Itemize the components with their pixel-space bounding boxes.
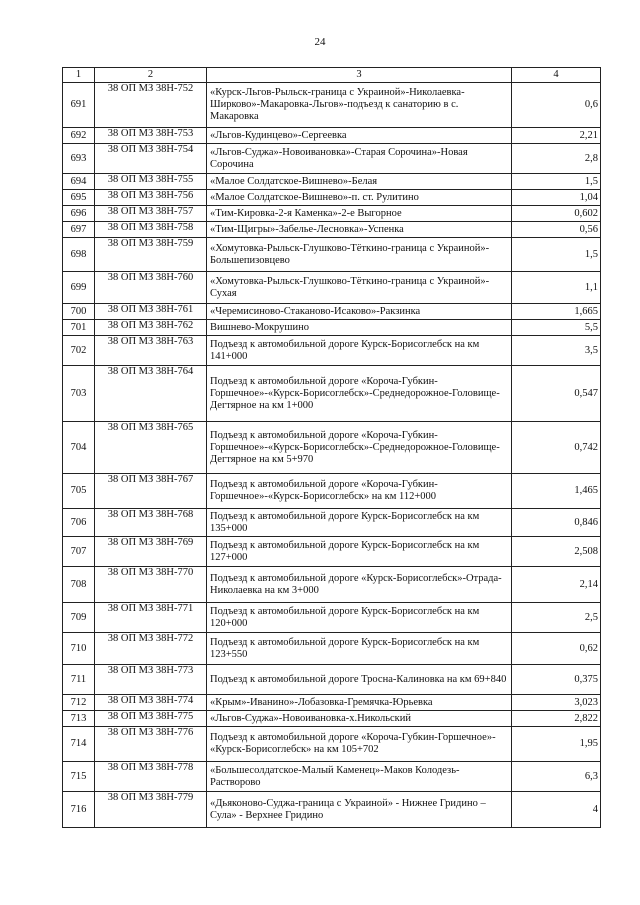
road-name: «Льгов-Кудинцево»-Сергеевка: [207, 128, 512, 144]
table-row: [63, 222, 601, 238]
road-code: 38 ОП МЗ 38Н-769: [95, 537, 207, 567]
road-length: 2,508: [512, 537, 601, 567]
road-length: 6,3: [512, 762, 601, 792]
road-name: Подъезд к автомобильной дороге «Курск-Борисоглебск»-Отрада-Николаевка на км 3+000: [207, 567, 512, 603]
row-number: 716: [63, 792, 95, 828]
road-code: 38 ОП МЗ 38Н-779: [95, 792, 207, 828]
table-row: [63, 304, 601, 320]
table-row: [63, 665, 601, 695]
row-number: 692: [63, 128, 95, 144]
road-name: «Малое Солдатское-Вишнево»-п. ст. Рулитино: [207, 190, 512, 206]
road-code: 38 ОП МЗ 38Н-776: [95, 727, 207, 762]
road-length: 0,6: [512, 83, 601, 128]
row-number: 707: [63, 537, 95, 567]
table-row: [63, 537, 601, 567]
row-number: 706: [63, 509, 95, 537]
table-row: [63, 711, 601, 727]
row-number: 715: [63, 762, 95, 792]
road-name: Подъезд к автомобильной дороге «Короча-Губкин-Горшечное»-«Курск-Борисоглебск» на км 112+000: [207, 474, 512, 509]
road-code: 38 ОП МЗ 38Н-753: [95, 128, 207, 144]
road-code: 38 ОП МЗ 38Н-768: [95, 509, 207, 537]
road-name: Подъезд к автомобильной дороге Тросна-Калиновка на км 69+840: [207, 665, 512, 695]
table-row: [63, 144, 601, 174]
road-name: Подъезд к автомобильной дороге Курск-Борисоглебск на км 120+000: [207, 603, 512, 633]
road-code: 38 ОП МЗ 38Н-752: [95, 83, 207, 128]
road-length: 0,56: [512, 222, 601, 238]
table-row: [63, 792, 601, 828]
road-length: 0,846: [512, 509, 601, 537]
road-length: 0,547: [512, 366, 601, 422]
road-code: 38 ОП МЗ 38Н-765: [95, 422, 207, 474]
table-row: [63, 83, 601, 128]
row-number: 712: [63, 695, 95, 711]
header-col-3: 3: [207, 68, 512, 83]
road-name: «Хомутовка-Рыльск-Глушково-Тёткино-граница с Украиной»-Большепизовцево: [207, 238, 512, 272]
road-name: Подъезд к автомобильной дороге «Короча-Губкин-Горшечное»- «Курск-Борисоглебск» на км 105+702: [207, 727, 512, 762]
road-length: 0,375: [512, 665, 601, 695]
road-name: «Дьяконово-Суджа-граница с Украиной» - Нижнее Гридино – Сула» - Верхнее Гридино: [207, 792, 512, 828]
table-row: [63, 727, 601, 762]
road-length: 2,14: [512, 567, 601, 603]
road-name: Подъезд к автомобильной дороге «Короча-Губкин-Горшечное»-«Курск-Борисоглебск»-Среднедорожное-Головище-Дегтярное на км 5+970: [207, 422, 512, 474]
road-name: Подъезд к автомобильной дороге Курск-Борисоглебск на км 135+000: [207, 509, 512, 537]
roads-table: [62, 67, 601, 828]
header-col-1: 1: [63, 68, 95, 83]
row-number: 704: [63, 422, 95, 474]
table-row: [63, 190, 601, 206]
row-number: 701: [63, 320, 95, 336]
road-name: «Тим-Щигры»-Забелье-Лесновка»-Успенка: [207, 222, 512, 238]
road-length: 2,8: [512, 144, 601, 174]
road-name: «Курск-Льгов-Рыльск-граница с Украиной»-Николаевка-Ширково»-Макаровка-Льгов»-подъезд к санаторию в с. Макаровка: [207, 83, 512, 128]
road-code: 38 ОП МЗ 38Н-756: [95, 190, 207, 206]
road-length: 0,742: [512, 422, 601, 474]
road-code: 38 ОП МЗ 38Н-760: [95, 272, 207, 304]
road-length: 1,665: [512, 304, 601, 320]
table-row: [63, 762, 601, 792]
road-length: 3,023: [512, 695, 601, 711]
road-name: Подъезд к автомобильной дороге Курск-Борисоглебск на км 141+000: [207, 336, 512, 366]
road-code: 38 ОП МЗ 38Н-774: [95, 695, 207, 711]
table-row: [63, 366, 601, 422]
road-length: 2,5: [512, 603, 601, 633]
road-length: 1,1: [512, 272, 601, 304]
road-length: 3,5: [512, 336, 601, 366]
table-row: [63, 238, 601, 272]
row-number: 709: [63, 603, 95, 633]
table-row: [63, 567, 601, 603]
road-name: «Тим-Кировка-2-я Каменка»-2-е Выгорное: [207, 206, 512, 222]
road-length: 4: [512, 792, 601, 828]
table-header-row: [63, 68, 601, 83]
road-length: 1,04: [512, 190, 601, 206]
road-code: 38 ОП МЗ 38Н-761: [95, 304, 207, 320]
page-number: 24: [314, 36, 326, 48]
table-row: [63, 633, 601, 665]
road-length: 0,602: [512, 206, 601, 222]
road-name: Вишнево-Мокрушино: [207, 320, 512, 336]
table-row: [63, 272, 601, 304]
row-number: 693: [63, 144, 95, 174]
row-number: 708: [63, 567, 95, 603]
road-code: 38 ОП МЗ 38Н-770: [95, 567, 207, 603]
road-name: «Хомутовка-Рыльск-Глушково-Тёткино-граница с Украиной»-Сухая: [207, 272, 512, 304]
road-name: «Крым»-Иванино»-Лобазовка-Гремячка-Юрьевка: [207, 695, 512, 711]
road-code: 38 ОП МЗ 38Н-772: [95, 633, 207, 665]
table-row: [63, 206, 601, 222]
header-col-4: 4: [512, 68, 601, 83]
table-row: [63, 603, 601, 633]
row-number: 699: [63, 272, 95, 304]
road-code: 38 ОП МЗ 38Н-762: [95, 320, 207, 336]
road-length: 2,822: [512, 711, 601, 727]
road-code: 38 ОП МЗ 38Н-757: [95, 206, 207, 222]
row-number: 703: [63, 366, 95, 422]
road-code: 38 ОП МЗ 38Н-767: [95, 474, 207, 509]
road-code: 38 ОП МЗ 38Н-764: [95, 366, 207, 422]
table-row: [63, 174, 601, 190]
road-name: «Малое Солдатское-Вишнево»-Белая: [207, 174, 512, 190]
row-number: 700: [63, 304, 95, 320]
road-name: Подъезд к автомобильной дороге Курск-Борисоглебск на км 123+550: [207, 633, 512, 665]
row-number: 694: [63, 174, 95, 190]
road-length: 1,5: [512, 238, 601, 272]
row-number: 705: [63, 474, 95, 509]
road-name: «Льгов-Суджа»-Новоивановка»-Старая Сорочина»-Новая Сорочина: [207, 144, 512, 174]
road-name: «Большесолдатское-Малый Каменец»-Маков Колодезь-Растворово: [207, 762, 512, 792]
road-length: 2,21: [512, 128, 601, 144]
road-code: 38 ОП МЗ 38Н-755: [95, 174, 207, 190]
road-code: 38 ОП МЗ 38Н-763: [95, 336, 207, 366]
road-length: 1,465: [512, 474, 601, 509]
header-col-2: 2: [95, 68, 207, 83]
road-code: 38 ОП МЗ 38Н-773: [95, 665, 207, 695]
road-name: «Черемисиново-Стаканово-Исаково»-Ракзинка: [207, 304, 512, 320]
table-row: [63, 128, 601, 144]
row-number: 691: [63, 83, 95, 128]
road-length: 1,5: [512, 174, 601, 190]
road-code: 38 ОП МЗ 38Н-754: [95, 144, 207, 174]
table-row: [63, 474, 601, 509]
road-code: 38 ОП МЗ 38Н-775: [95, 711, 207, 727]
road-code: 38 ОП МЗ 38Н-778: [95, 762, 207, 792]
row-number: 714: [63, 727, 95, 762]
table-row: [63, 509, 601, 537]
table-row: [63, 320, 601, 336]
road-code: 38 ОП МЗ 38Н-758: [95, 222, 207, 238]
road-length: 5,5: [512, 320, 601, 336]
table-row: [63, 336, 601, 366]
table-row: [63, 695, 601, 711]
road-code: 38 ОП МЗ 38Н-771: [95, 603, 207, 633]
road-name: «Льгов-Суджа»-Новоивановка-х.Никольский: [207, 711, 512, 727]
road-length: 0,62: [512, 633, 601, 665]
road-name: Подъезд к автомобильной дороге Курск-Борисоглебск на км 127+000: [207, 537, 512, 567]
road-code: 38 ОП МЗ 38Н-759: [95, 238, 207, 272]
row-number: 698: [63, 238, 95, 272]
row-number: 710: [63, 633, 95, 665]
row-number: 713: [63, 711, 95, 727]
row-number: 702: [63, 336, 95, 366]
road-length: 1,95: [512, 727, 601, 762]
row-number: 697: [63, 222, 95, 238]
row-number: 711: [63, 665, 95, 695]
road-name: Подъезд к автомобильной дороге «Короча-Губкин-Горшечное»-«Курск-Борисоглебск»-Среднедорожное-Головище-Дегтярное на км 1+000: [207, 366, 512, 422]
table-row: [63, 422, 601, 474]
row-number: 696: [63, 206, 95, 222]
row-number: 695: [63, 190, 95, 206]
